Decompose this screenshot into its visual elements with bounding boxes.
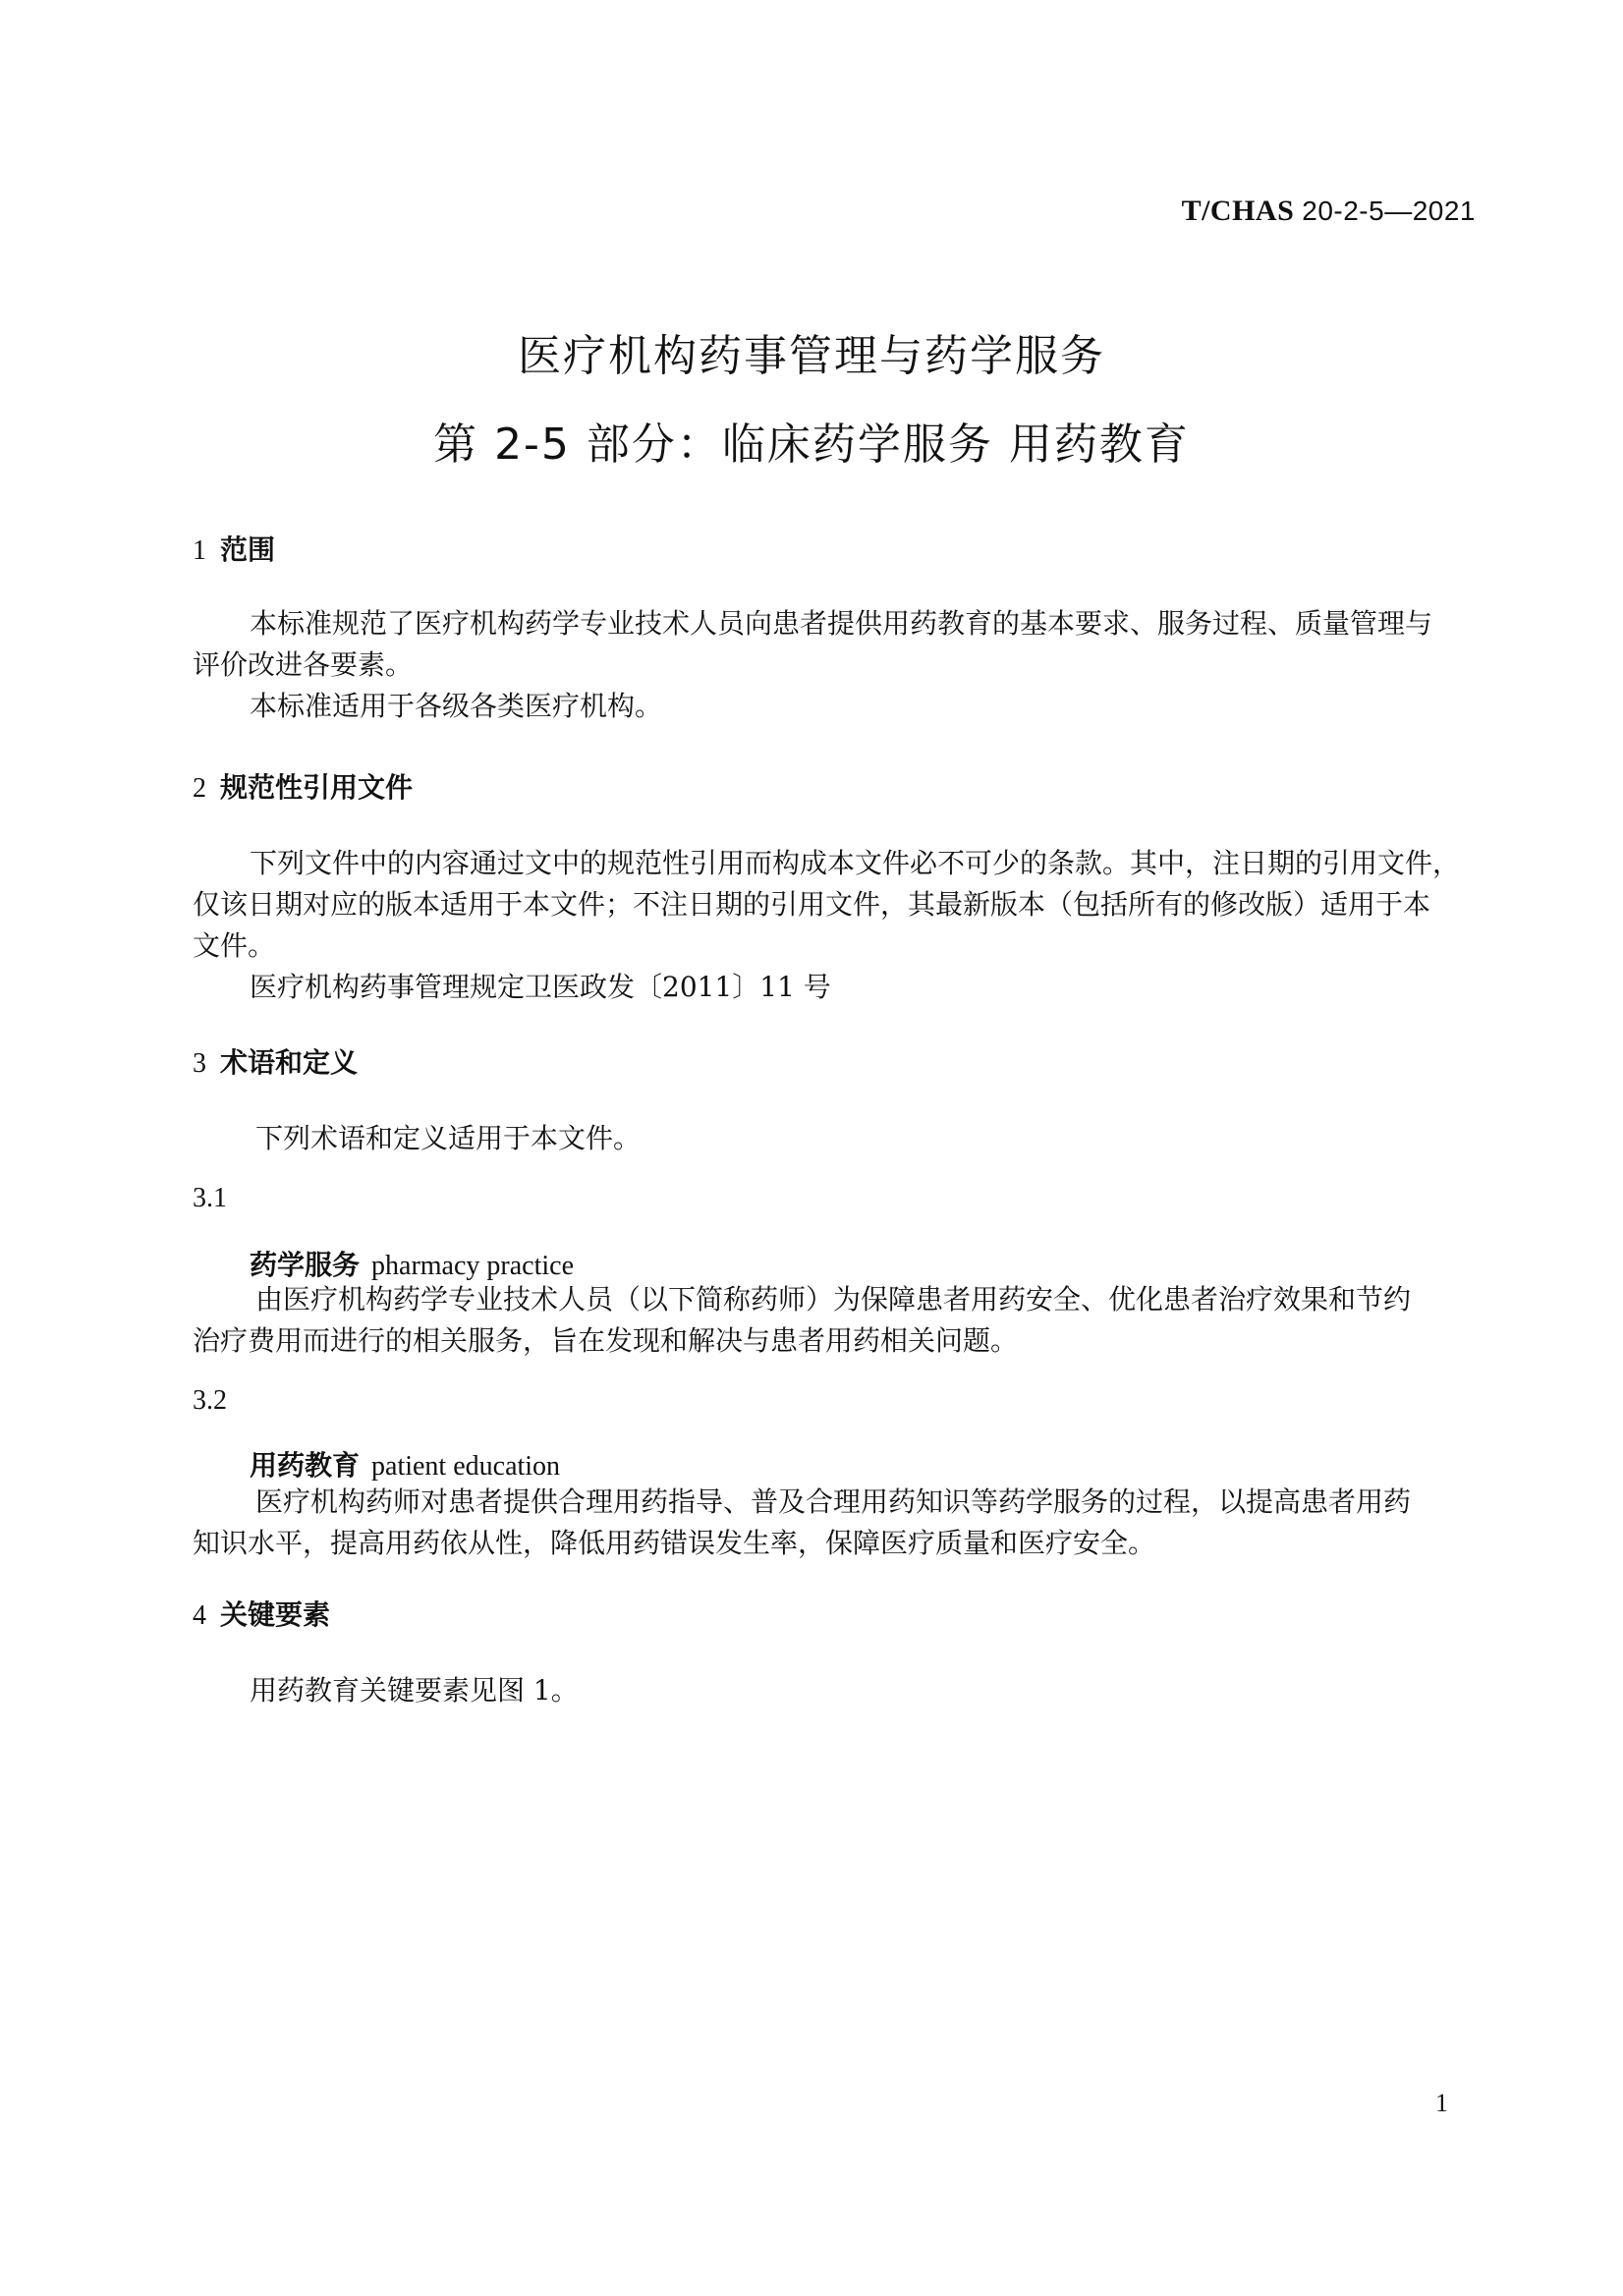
section-4-heading: 4 关键要素 [193, 1598, 331, 1631]
term-3-2-definition-line-2: 知识水平，提高用药依从性，降低用药错误发生率，保障医疗质量和医疗安全。 [193, 1527, 1156, 1559]
section-2-paragraph-2: 医疗机构药事管理规定卫医政发〔2011〕11 号 [250, 971, 831, 1003]
standard-code-prefix: T/CHAS [1181, 195, 1295, 227]
document-title: 医疗机构药事管理与药学服务 [518, 331, 1105, 381]
term-3-1-definition-line-1: 由医疗机构药学专业技术人员（以下简称药师）为保障患者用药安全、优化患者治疗效果和节约 [255, 1283, 1412, 1316]
section-2-paragraph-1-line-2: 仅该日期对应的版本适用于本文件；不注日期的引用文件，其最新版本（包括所有的修改版）适用于本 [193, 888, 1431, 921]
term-3-1-zh: 药学服务 [250, 1249, 361, 1281]
term-3-2-definition-line-1: 医疗机构药师对患者提供合理用药指导、普及合理用药知识等药学服务的过程，以提高患者用药 [255, 1485, 1412, 1518]
term-3-2-zh: 用药教育 [250, 1449, 361, 1482]
standard-code-number: 20-2-5—2021 [1302, 196, 1476, 226]
page-number: 1 [1435, 2089, 1448, 2117]
section-1-paragraph-1-line-2: 评价改进各要素。 [193, 648, 414, 681]
section-1-paragraph-2: 本标准适用于各级各类医疗机构。 [250, 690, 663, 722]
section-2-heading: 2 规范性引用文件 [193, 771, 414, 804]
document-subtitle: 第 2-5 部分：临床药学服务 用药教育 [433, 420, 1190, 470]
clause-3-1-number: 3.1 [193, 1183, 227, 1213]
clause-3-2-number: 3.2 [193, 1385, 227, 1416]
section-4-paragraph-1: 用药教育关键要素见图 1。 [250, 1674, 579, 1707]
section-3-heading: 3 术语和定义 [193, 1046, 359, 1079]
term-3-1 [250, 1244, 574, 1283]
term-3-1-definition-line-2: 治疗费用而进行的相关服务，旨在发现和解决与患者用药相关问题。 [193, 1324, 1019, 1357]
term-3-1-en: pharmacy practice [371, 1251, 574, 1281]
standard-code [1182, 195, 1476, 228]
term-3-2-en: patient education [371, 1451, 561, 1482]
section-3-intro: 下列术语和定义适用于本文件。 [255, 1122, 642, 1154]
section-2-paragraph-1-line-1: 下列文件中的内容通过文中的规范性引用而构成本文件必不可少的条款。其中，注日期的引用文件， [250, 847, 1461, 879]
section-2-paragraph-1-line-3: 文件。 [193, 929, 276, 962]
section-1-heading: 1 范围 [193, 533, 276, 566]
term-3-2 [250, 1444, 560, 1484]
section-1-paragraph-1-line-1: 本标准规范了医疗机构药学专业技术人员向患者提供用药教育的基本要求、服务过程、质量管理与 [250, 607, 1433, 640]
